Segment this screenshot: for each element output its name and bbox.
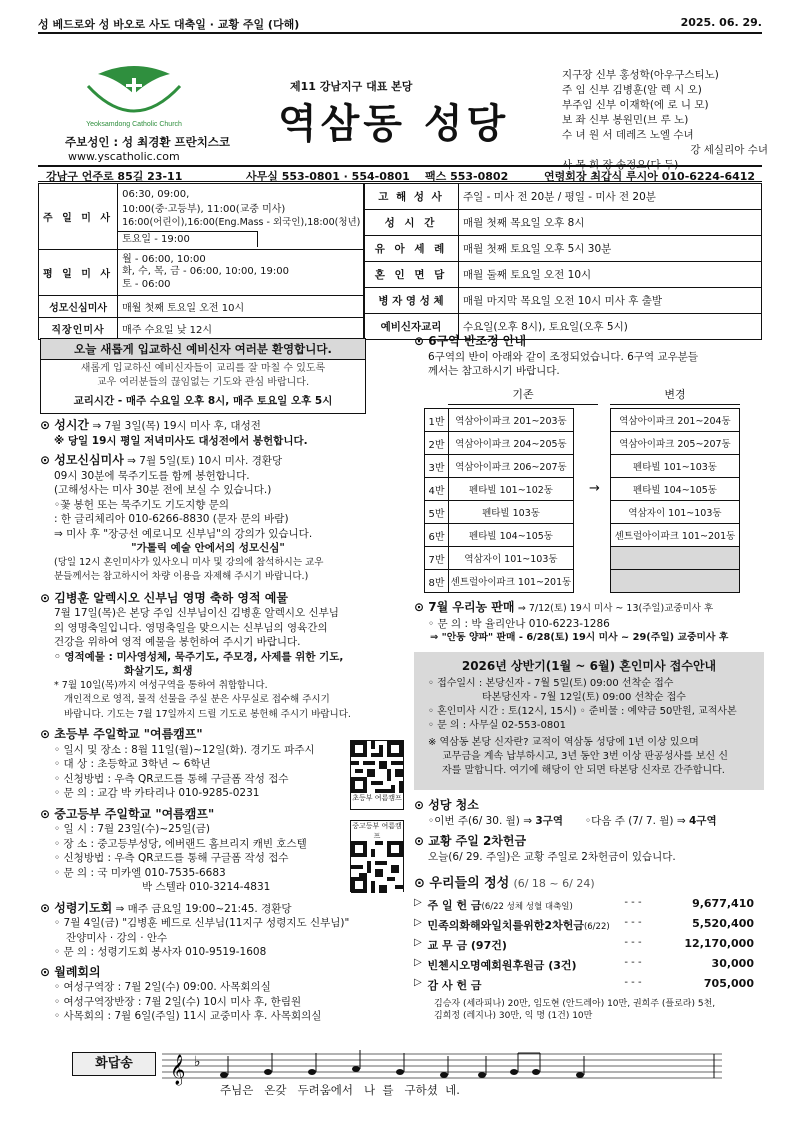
district-row xyxy=(425,409,574,432)
offering-label: 감 사 헌 금 xyxy=(427,979,482,992)
arrow-icon: → xyxy=(589,481,600,496)
bullet-icon: ⊙ xyxy=(414,834,429,848)
section-title: 초등부 주일학교 "여름캠프" xyxy=(54,727,203,741)
psalm-staff xyxy=(162,1046,722,1096)
after-area: 역삼아이파크 201~204동 xyxy=(611,409,740,432)
psalm-lyric: 주님은 온갖 두려움에서 나 를 구하셨 네. xyxy=(220,1083,460,1097)
after-area: 역삼아이파크 205~207동 xyxy=(611,432,740,455)
bullet-icon: ⊙ xyxy=(40,418,55,432)
dash: - - - xyxy=(624,937,642,948)
dash: - - - xyxy=(624,917,642,928)
before-area: 펜타빌 101~102동 xyxy=(449,478,574,501)
before-area: 펜타빌 103동 xyxy=(449,501,574,524)
offering-amount: 30,000 xyxy=(711,957,754,970)
triangle-icon: ▷ xyxy=(414,957,422,968)
prayer-meeting-section: ⊙ 성령기도회 ⇒ 매주 금요일 19:00~21:45. 경환당 ◦ 7월 4일(금) "김병훈 베드로 신부님(11지구 성령지도 신부님)" 잔양미사 · 강의 · 안수 ◦ 문 의 : 성령기도회 봉사자 010-9519-1608 xyxy=(40,900,350,958)
bullet-icon: ⊙ xyxy=(40,727,55,741)
before-table xyxy=(424,408,574,593)
district-row xyxy=(611,501,740,524)
section-title: 성모신심미사 xyxy=(54,453,124,467)
triangle-icon: ▷ xyxy=(414,977,422,988)
group-name: 8반 xyxy=(425,570,449,593)
donor-list: 김승자 (세라피나) 20만, 임도현 (안드레아) 10만, 권희주 (플로라) 5천, 김희정 (레지나) 30만, 익 명 (1건) 10만 xyxy=(434,999,716,1021)
bulletin-date: 2025. 06. 29. xyxy=(680,16,762,29)
offering-row xyxy=(414,917,754,937)
masthead-title: 역삼동 성당 xyxy=(278,101,510,147)
after-area: 센트럴아이파크 101~201동 xyxy=(611,524,740,547)
top-bar xyxy=(38,14,762,34)
after-area: 펜타빌 104~105동 xyxy=(611,478,740,501)
before-area: 역삼아이파크 206~207동 xyxy=(449,455,574,478)
group-name: 1반 xyxy=(425,409,449,432)
district-row xyxy=(611,409,740,432)
mass-times: 월 - 06:00, 10:00 화, 수, 목, 금 - 06:00, 10:00, 19:00 토 - 06:00 xyxy=(118,250,365,296)
offering-section: ⊙ 우리들의 정성 (6/ 18 ~ 6/ 24) ▷ 주 일 헌 금(6/22 성체 성혈 대축일) - - - 9,677,410 ▷ 민족의화해와일치를위한2차헌금(6/22) - - - 5,520,400 ▷ 교 무 금 (97건) - - - 12,170,000 ▷ 빈첸시오명예회원후원금 (3건) - - - 30,000 ▷ 감 사 헌 금 - - - 705,000 김승자 (세라피나) 20만, 임도현 (안드레아) 10만, 권희주 (플로라) 5천, 김희정 (레지나) 30만, 익 명 (1건) 10만 xyxy=(414,872,764,1022)
cleaning-section: ⊙ 성당 청소 ◦이번 주(6/ 30. 월) ⇒ 3구역 ◦다음 주 (7/ 7. 월) ⇒ 4구역 xyxy=(414,798,717,827)
wedding-title: 2026년 상반기(1월 ~ 6월) 혼인미사 접수안내 xyxy=(461,659,717,673)
patron-saint: 주보성인 : 성 최경환 프란치스코 xyxy=(65,135,231,149)
sacrament-label: 혼 인 면 담 xyxy=(364,262,459,288)
group-name: 4반 xyxy=(425,478,449,501)
sacrament-label: 예비신자교리 xyxy=(364,314,459,340)
after-area xyxy=(611,547,740,570)
bullet-icon: ⊙ xyxy=(414,798,429,812)
elementary-camp-section: ⊙ 초등부 주일학교 "여름캠프" ◦ 일시 및 장소 : 8월 11일(월)~12일(화). 경기도 파주시 ◦ 대 상 : 초등학교 3학년 ~ 6학년 ◦ 신청방법 : 우측 QR코드를 통해 구글폼 작성 접수 ◦ 문 의 : 교감 박 카타리나 010-9285-0231 xyxy=(40,727,315,799)
district-row xyxy=(611,570,740,593)
welcome-body: 새롭게 입교하신 예비신자들이 교리를 잘 마칠 수 있도록 교우 여러분들의 끊임없는 기도와 관심 바랍니다. xyxy=(80,363,326,388)
district-row xyxy=(425,524,574,547)
district-row xyxy=(611,478,740,501)
district-row xyxy=(611,524,740,547)
offering-amount: 5,520,400 xyxy=(692,917,754,930)
elementary-qr-code[interactable] xyxy=(350,740,404,810)
offering-row xyxy=(414,977,754,997)
district-row xyxy=(425,478,574,501)
liturgical-day: 성 베드로와 성 바오로 사도 대축일 · 교황 주일 (다해) xyxy=(38,18,300,31)
district-row xyxy=(425,432,574,455)
staff-line: 보 좌 신부 봉원민(브 루 노) xyxy=(562,114,689,126)
group-name: 7반 xyxy=(425,547,449,570)
feast-gift-section: ⊙ 김병훈 알렉시오 신부님 영명 축하 영적 예물 7월 17일(목)은 본당 주임 신부님이신 김병훈 알렉시오 신부님 의 영명축일입니다. 영명축일을 맞으시는 신부님의 영육간의 건강을 위하여 영적 예물을 봉헌하여 주시기 바랍니다. ◦ 영적예물 : 미사영성체, 묵주기도, 주모경, 사제를 위한 기도, 화살기도, 희생 * 7월 10일(목)까지 여성구역을 통하여 취합합니다. 개인적으로 영적, 물적 선물을 주실 분은 사무실로 접수해 주시기 바랍니다. 기도는 7월 17일까지 드릴 기도로 봉헌해 주시기 바랍니다. xyxy=(40,590,351,720)
mass-label: 주 일 미 사 xyxy=(39,184,118,250)
dash: - - - xyxy=(624,897,642,908)
district-row xyxy=(425,570,574,593)
section-title: 월례회의 xyxy=(54,964,101,979)
group-name: 3반 xyxy=(425,455,449,478)
after-table xyxy=(610,408,740,593)
section-title: 성시간 xyxy=(54,418,90,432)
section-title: 우리들의 정성 xyxy=(429,876,510,891)
bullet-icon: ⊙ xyxy=(40,964,55,979)
flat-icon: ♭ xyxy=(194,1054,201,1070)
catechism-time: 교리시간 - 매주 수요일 오후 8시, 매주 토요일 오후 5시 xyxy=(73,395,333,407)
after-area xyxy=(611,570,740,593)
district-row xyxy=(611,432,740,455)
qr-label: 초등부 여름캠프 xyxy=(352,794,402,802)
office-phone: 사무실 553-0801 · 554-0801 xyxy=(246,170,410,183)
psalm-label: 화답송 xyxy=(72,1052,156,1076)
before-area: 역삼자이 101~103동 xyxy=(449,547,574,570)
sacrament-time: 매월 마지막 목요일 오전 10시 미사 후 출발 xyxy=(459,288,762,314)
monthly-meeting-section: ⊙ 월례회의 ◦ 여성구역장 : 7월 2일(수) 09:00. 사목회의실 ◦ 여성구역장반장 : 7월 2일(수) 10시 미사 후, 한림원 ◦ 사목회의 : 7월 6일(주일) 11시 교중미사 후. 사목회의실 xyxy=(40,964,322,1022)
after-header: 변경 xyxy=(664,388,686,401)
section-title: 성당 청소 xyxy=(428,798,479,812)
sacrament-label: 병 자 영 성 체 xyxy=(364,288,459,314)
after-area: 역삼자이 101~103동 xyxy=(611,501,740,524)
bullet-icon: ⊙ xyxy=(414,334,429,348)
bullet-icon: ⊙ xyxy=(40,806,55,821)
treble-clef-icon: 𝄞 xyxy=(170,1055,186,1085)
mass-times: 매월 첫째 토요일 오전 10시 xyxy=(118,296,365,318)
bullet-icon: ⊙ xyxy=(40,900,55,915)
fax-number: 팩스 553-0802 xyxy=(425,170,509,183)
staff-line: 수 녀 원 서 데레즈 노엘 수녀 xyxy=(562,129,694,141)
bullet-icon: ⊙ xyxy=(414,876,430,891)
district-section: ⊙ 6구역 반조정 안내 6구역의 반이 아래와 같이 조정되었습니다. 6구역 교우분들 께서는 참고하시기 바랍니다. xyxy=(414,334,699,377)
mass-label: 직장인미사 xyxy=(39,318,118,340)
sacrament-label: 고 해 성 사 xyxy=(364,184,459,210)
marian-mass-section: ⊙ 성모신심미사 ⇒ 7월 5일(토) 10시 미사. 경환당 09시 30분에 묵주기도를 함께 봉헌합니다. (고해성사는 미사 30분 전에 보실 수 있습니다.) ◦꽃 봉헌 또는 묵주기도 기도지향 문의 : 한 글리체리아 010-6266-8830 (문자 문의 바람) ⇒ 미사 후 "장긍선 예로니모 신부님"의 강의가 있습니다. "가톨릭 예술 안에서의 성모신심" (당일 12시 혼인미사가 있사오니 미사 및 강의에 참석하시는 교우 분들께서는 참고하시어 차량 이용을 자제해 주시기 바랍니다.) xyxy=(40,453,324,582)
group-name: 5반 xyxy=(425,501,449,524)
left-column xyxy=(40,418,376,1024)
mass-times: 06:30, 09:00, 10:00(중·고등부), 11:00(교중 미사) 16:00(어린이),16:00(Eng.Mass - 외국인),18:00(청년) 토요일 - 19:00 xyxy=(118,184,365,250)
offering-label: 주 일 헌 금(6/22 성체 성혈 대축일) xyxy=(427,899,573,912)
dash: - - - xyxy=(624,977,642,988)
section-title: 7월 우리농 판매 xyxy=(428,600,515,614)
offering-row xyxy=(414,957,754,977)
triangle-icon: ▷ xyxy=(414,937,422,948)
offering-label: 빈첸시오명예회원후원금 (3건) xyxy=(427,959,577,972)
dash: - - - xyxy=(624,957,642,968)
mass-label: 성모신심미사 xyxy=(39,296,118,318)
offering-amount: 9,677,410 xyxy=(692,897,754,910)
qr-label: 중고등부 여름캠프 xyxy=(352,822,402,840)
before-area: 역삼아이파크 204~205동 xyxy=(449,432,574,455)
before-area: 역삼아이파크 201~203동 xyxy=(449,409,574,432)
wedding-box: 2026년 상반기(1월 ~ 6월) 혼인미사 접수안내 ◦ 접수일시 : 본당신자 - 7월 5일(토) 09:00 선착순 접수 타본당신자 - 7월 12일(토) 09:00 선착순 접수 ◦ 혼인미사 시간 : 토(12시, 15시) ◦ 준비물 : 예약금 50만원, 교적사본 ◦ 문 의 : 사무실 02-553-0801 ※ 역삼동 본당 신자란? 교적이 역삼동 성당에 1년 이상 있으며 교무금을 계속 납부하시고, 3년 동안 3번 이상 판공성사를 보신 신 자를 말합니다. 여기에 해당이 안 되면 타본당 신자로 간주합니다. xyxy=(414,652,764,790)
sacrament-label: 유 아 세 례 xyxy=(364,236,459,262)
before-header: 기존 xyxy=(512,388,534,401)
staff-line: 부주임 신부 이재학(에 로 니 모) xyxy=(562,99,709,111)
triangle-icon: ▷ xyxy=(414,897,422,908)
sacrament-time: 매월 둘째 토요일 오전 10시 xyxy=(459,262,762,288)
collection-section: ⊙ 교황 주일 2차헌금 오늘(6/ 29. 주일)은 교황 주일로 2차헌금이 있습니다. xyxy=(414,834,676,863)
staff-line: 강 세실리아 수녀 xyxy=(690,144,768,156)
sacraments-table xyxy=(363,183,762,340)
section-title: 교황 주일 2차헌금 xyxy=(428,834,527,848)
bullet-icon: ⊙ xyxy=(414,600,429,614)
logo-text: Yeoksamdong Catholic Church xyxy=(86,121,182,128)
after-area: 펜타빌 101~103동 xyxy=(611,455,740,478)
triangle-icon: ▷ xyxy=(414,917,422,928)
offering-amount: 12,170,000 xyxy=(684,937,754,950)
address: 강남구 언주로 85길 23-11 xyxy=(46,170,183,183)
middle-qr-code[interactable] xyxy=(350,820,404,892)
offering-row xyxy=(414,897,754,917)
section-title: 중고등부 주일학교 "여름캠프" xyxy=(54,806,215,821)
bullet-icon: ⊙ xyxy=(40,590,55,605)
district-row xyxy=(611,547,740,570)
staff-line: 지구장 신부 홍성학(아우구스티노) xyxy=(562,69,719,81)
middle-camp-section: ⊙ 중고등부 주일학교 "여름캠프" ◦ 일 시 : 7월 23일(수)~25일(금) ◦ 장 소 : 중고등부성당, 에버랜드 홈브리지 캐빈 호스텔 ◦ 신청방법 : 우측 QR코드를 통해 구글폼 작성 접수 ◦ 문 의 : 국 미카엘 010-7535-6683 박 스텔라 010-3214-4831 xyxy=(40,806,307,893)
holy-hour-section: ⊙ 성시간 ⇒ 7월 3일(목) 19시 미사 후, 대성전 ※ 당일 19시 평일 저녁미사도 대성전에서 봉헌합니다. xyxy=(40,418,308,447)
sacrament-time: 매월 첫째 토요일 오후 5시 30분 xyxy=(459,236,762,262)
section-title: 6구역 반조정 안내 xyxy=(428,334,527,348)
section-title: 성령기도회 xyxy=(54,900,113,915)
before-area: 센트럴아이파크 101~201동 xyxy=(449,570,574,593)
contact-bar xyxy=(38,165,762,182)
sacrament-label: 성 시 간 xyxy=(364,210,459,236)
district-row xyxy=(425,455,574,478)
bullet-icon: ⊙ xyxy=(40,453,55,467)
district-row xyxy=(425,547,574,570)
liaison-contact: 연령회장 최갑식 루시아 010-6224-6412 xyxy=(544,170,756,183)
church-logo xyxy=(78,64,190,128)
masthead-subtitle: 제11 강남지구 대표 본당 xyxy=(290,80,413,93)
staff-line: 주 임 신부 김병훈(알 렉 시 오) xyxy=(562,84,702,96)
staff-line: 사 목 회 장 송정오(다 두) xyxy=(562,159,679,171)
website-link[interactable]: www.yscatholic.com xyxy=(68,150,180,163)
mass-label: 평 일 미 사 xyxy=(39,250,118,296)
offering-table xyxy=(414,897,754,997)
offering-label: 교 무 금 (97건) xyxy=(427,939,507,952)
sacrament-time: 주일 - 미사 전 20분 / 평일 - 미사 전 20분 xyxy=(459,184,762,210)
staff-list xyxy=(562,68,774,173)
group-name: 2반 xyxy=(425,432,449,455)
sacrament-time: 수요일(오후 8시), 토요일(오후 5시) xyxy=(459,314,762,340)
farm-section: ⊙ 7월 우리농 판매 ⇒ 7/12(토) 19시 미사 ~ 13(주일)교중미사 후 ◦ 문 의 : 박 율리안나 010-6223-1286 ⇒ "안동 양파" 판매 - 6/28(토) 19시 미사 ~ 29(주일) 교중미사 후 xyxy=(414,600,729,643)
sacrament-time: 매월 첫째 목요일 오후 8시 xyxy=(459,210,762,236)
before-area: 펜타빌 104~105동 xyxy=(449,524,574,547)
section-title: 김병훈 알렉시오 신부님 영명 축하 영적 예물 xyxy=(54,590,288,605)
offering-amount: 705,000 xyxy=(703,977,754,990)
offering-label: 민족의화해와일치를위한2차헌금(6/22) xyxy=(427,919,610,932)
district-row xyxy=(611,455,740,478)
mass-schedule-table xyxy=(38,183,365,340)
district-row xyxy=(425,501,574,524)
welcome-title: 오늘 새롭게 입교하신 예비신자 여러분 환영합니다. xyxy=(41,339,365,360)
offering-row xyxy=(414,937,754,957)
mass-times: 매주 수요일 낮 12시 xyxy=(118,318,365,340)
welcome-box xyxy=(40,338,366,414)
group-name: 6반 xyxy=(425,524,449,547)
